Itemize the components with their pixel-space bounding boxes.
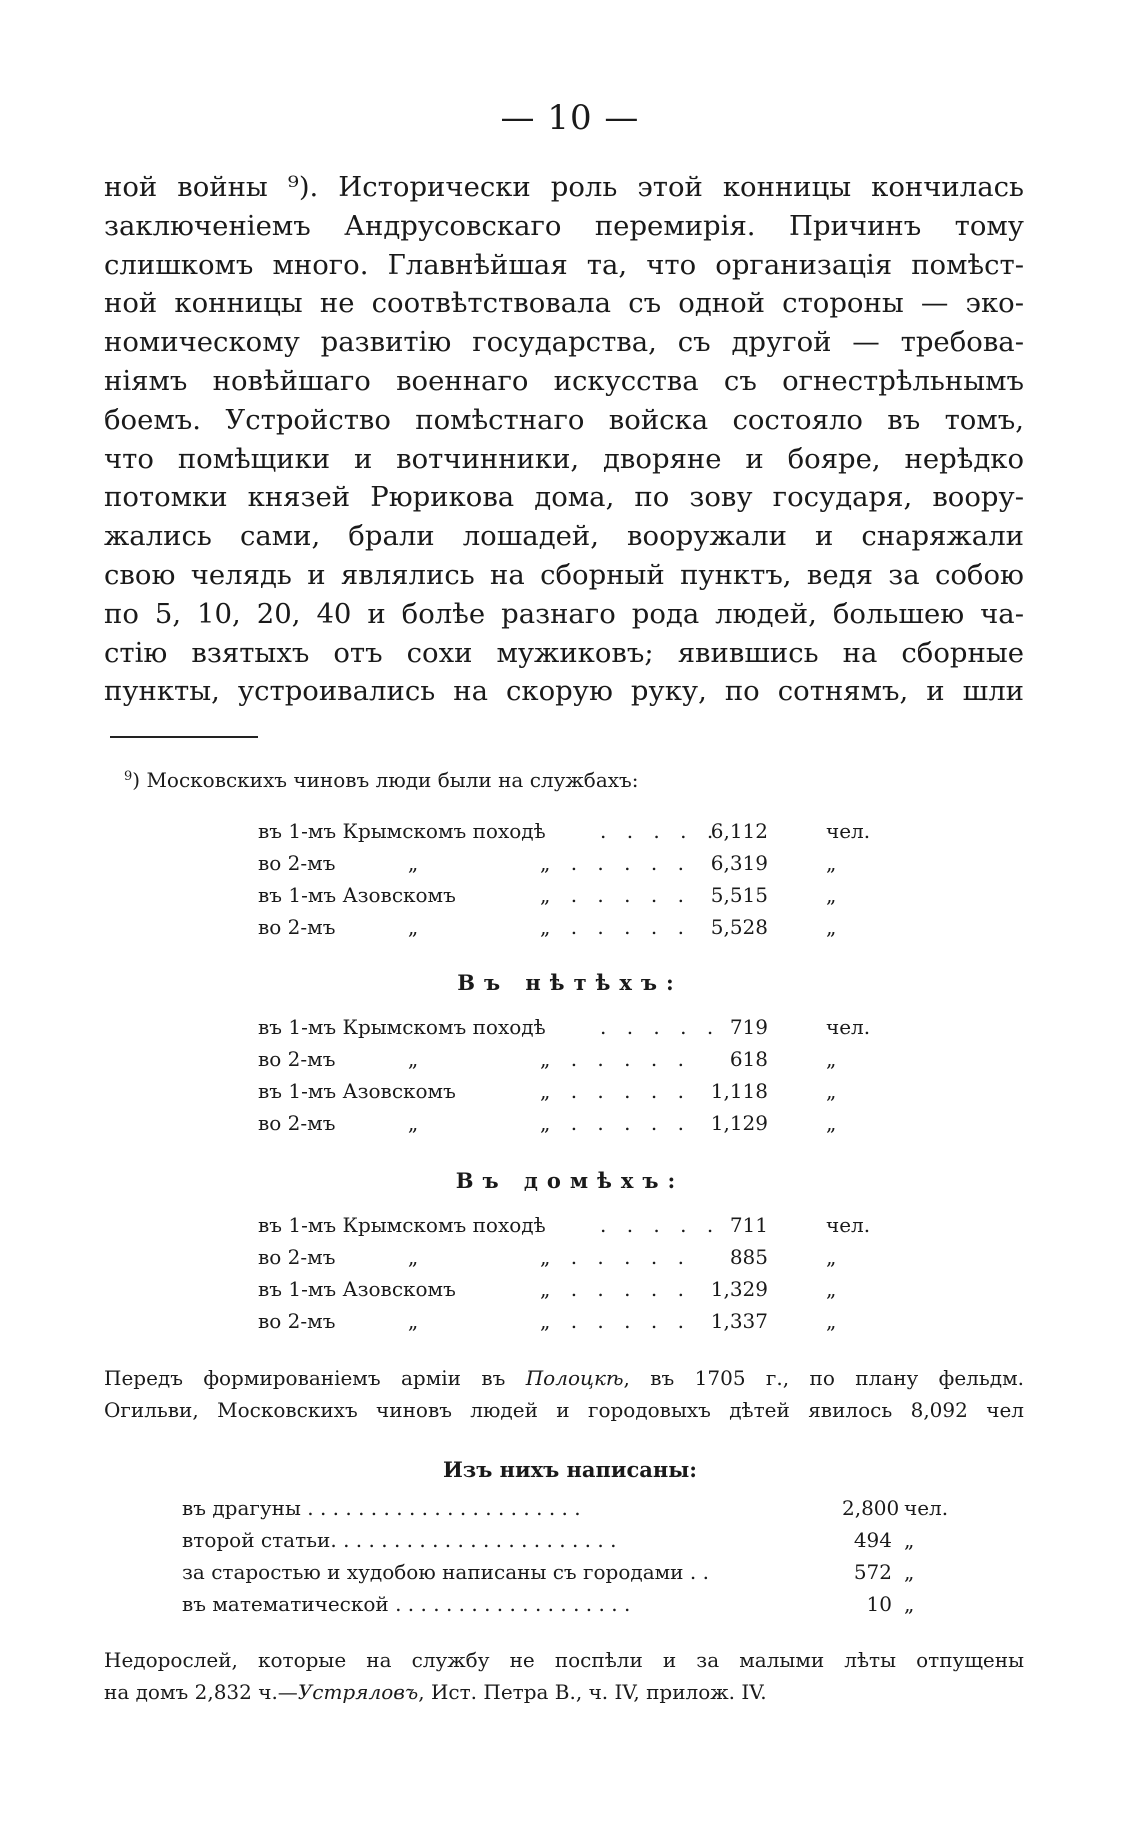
text-line: Огильви, Московскихъ чиновъ людей и городовыхъ дѣтей явилось 8,092 чел [104,1398,1024,1422]
table-row: во 2-мъ „ „ . . . . . 1,337 „ [258,1309,837,1333]
table-row: въ 1-мъ Крымскомъ походѣ . . . . . 711 чел. [258,1213,871,1237]
text-line: Недорослей, которые на службу не поспѣли и за малыми лѣты отпущены [104,1648,1024,1672]
place-name: Полоцкѣ [525,1366,624,1390]
text-line: Передъ формированіемъ арміи въ Полоцкѣ, въ 1705 г., по плану фельдм. [104,1366,1024,1390]
footnote-intro: $^9$) Московскихъ чиновъ люди были на службахъ: [124,768,639,792]
text-line: пункты, устроивались на скорую руку, по сотнямъ, и шли [104,675,1024,708]
text-line: свою челядь и являлись на сборный пунктъ, ведя за собою [104,558,1024,591]
table-row: во 2-мъ „ „ . . . . . 1,129 „ [258,1111,837,1135]
table-row: въ 1-мъ Азовскомъ „ . . . . . 1,118 „ [258,1079,837,1103]
table-row: во 2-мъ „ „ . . . . . 5,528 „ [258,915,837,939]
section-heading: Въ домѣхъ: [455,1168,685,1193]
text-line: заключеніемъ Андрусовскаго перемирія. Причинъ тому [104,209,1024,242]
table-row: въ математической . . . . . . . . . . . . . . . . . . . 10 „ [182,1592,915,1616]
table-row: во 2-мъ „ „ . . . . . 618 „ [258,1047,837,1071]
table-row: въ 1-мъ Азовскомъ „ . . . . . 1,329 „ [258,1277,837,1301]
text-line: потомки князей Рюрикова дома, по зову государя, воору- [104,481,1024,514]
text-line: что помѣщики и вотчинники, дворяне и бояре, нерѣдко [104,442,1024,475]
text-line: стію взятыхъ отъ сохи мужиковъ; явившись на сборные [104,636,1024,669]
page-number: — 10 — [500,98,640,138]
footnote-divider [110,736,258,738]
footnote-paragraph [104,1644,1024,1708]
table-row: въ драгуны . . . . . . . . . . . . . . . . . . . . . . 2,800 чел. [182,1496,949,1520]
table-row: за старостью и худобою написаны съ городами . . 572 „ [182,1560,915,1584]
table-row: въ 1-мъ Крымскомъ походѣ . . . . . 6,112 чел. [258,819,871,843]
text-line: слишкомъ много. Главнѣйшая та, что организація помѣст- [104,248,1024,281]
author-name: Устряловъ [297,1680,419,1704]
table-row: въ 1-мъ Азовскомъ „ . . . . . 5,515 „ [258,883,837,907]
section-heading: Въ нѣтѣхъ: [457,970,683,995]
table-row: во 2-мъ „ „ . . . . . 885 „ [258,1245,837,1269]
table-row: во 2-мъ „ „ . . . . . 6,319 „ [258,851,837,875]
text-line: по 5, 10, 20, 40 и болѣе разнаго рода людей, большею ча- [104,597,1024,630]
text-line: ной войны ⁹). Исторически роль этой конницы кончилась [104,171,1024,203]
text-line: боемъ. Устройство помѣстнаго войска состояло въ томъ, [104,403,1024,436]
text-line: на домъ 2,832 ч.—Устряловъ, Ист. Петра В., ч. IV, прилож. IV. [104,1680,767,1704]
table-row: въ 1-мъ Крымскомъ походѣ . . . . . 719 чел. [258,1015,871,1039]
footnote-paragraph [104,1362,1024,1426]
footnote-marker: 9 [124,769,133,784]
subheading-written: Изъ нихъ написаны: [442,1457,698,1482]
text-line: жались сами, брали лошадей, вооружали и снаряжали [104,520,1024,553]
main-paragraph [104,168,1024,711]
table-row: второй статьи. . . . . . . . . . . . . . . . . . . . . . . 494 „ [182,1528,915,1552]
text-line: ной конницы не соотвѣтствовала съ одной стороны — эко- [104,287,1024,320]
text-line: ніямъ новѣйшаго военнаго искусства съ огнестрѣльнымъ [104,364,1024,397]
text-line: номическому развитію государства, съ другой — требова- [104,326,1024,359]
